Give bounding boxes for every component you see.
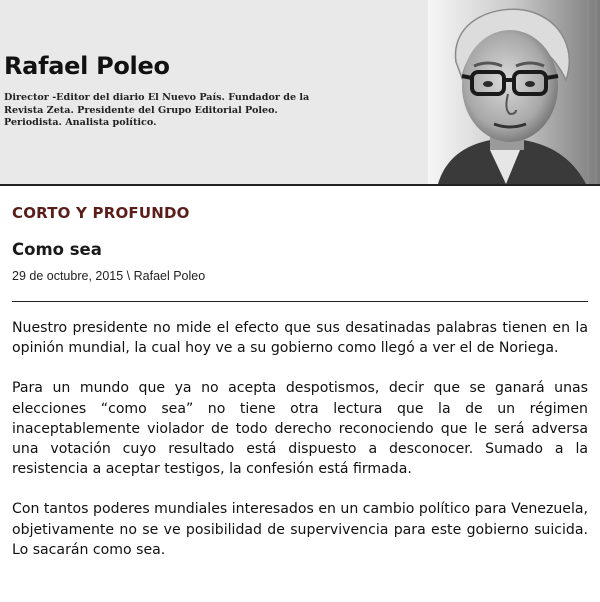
author-portrait [428,0,600,184]
author-portrait-illustration [428,0,600,184]
article-paragraph: Con tantos poderes mundiales interesados en un cambio político para Venezuela, objetivamente no se ve posibilidad de supervivencia para este gobierno suicida. Lo sacarán como sea. [12,501,588,558]
article-byline: 29 de octubre, 2015 \ Rafael Poleo [12,269,206,283]
author-name: Rafael Poleo [4,52,170,80]
author-bio: Director -Editor del diario El Nuevo País. Fundador de la Revista Zeta. Presidente del Grupo Editorial Poleo. Periodista. Analista político. [4,92,310,129]
article-paragraph: Nuestro presidente no mide el efecto que sus desatinadas palabras tienen en la opinión mundial, la cual hoy ve a su gobierno como llegó a ver el de Noriega. [12,320,588,357]
article-paragraph: Para un mundo que ya no acepta despotismos, decir que se ganará unas elecciones “como sea” no tiene otra lectura que la de un régimen inaceptablemente violador de todo derecho reconociendo que le será adversa una votación cuyo resultado está dispuesto a desconocer. Sumado a la resistencia a aceptar testigos, la confesión está firmada. [12,380,588,478]
section-kicker: CORTO Y PROFUNDO [12,204,190,222]
divider [12,301,588,302]
article-title: Como sea [12,240,102,259]
article-body [12,318,588,580]
author-header [0,0,600,186]
